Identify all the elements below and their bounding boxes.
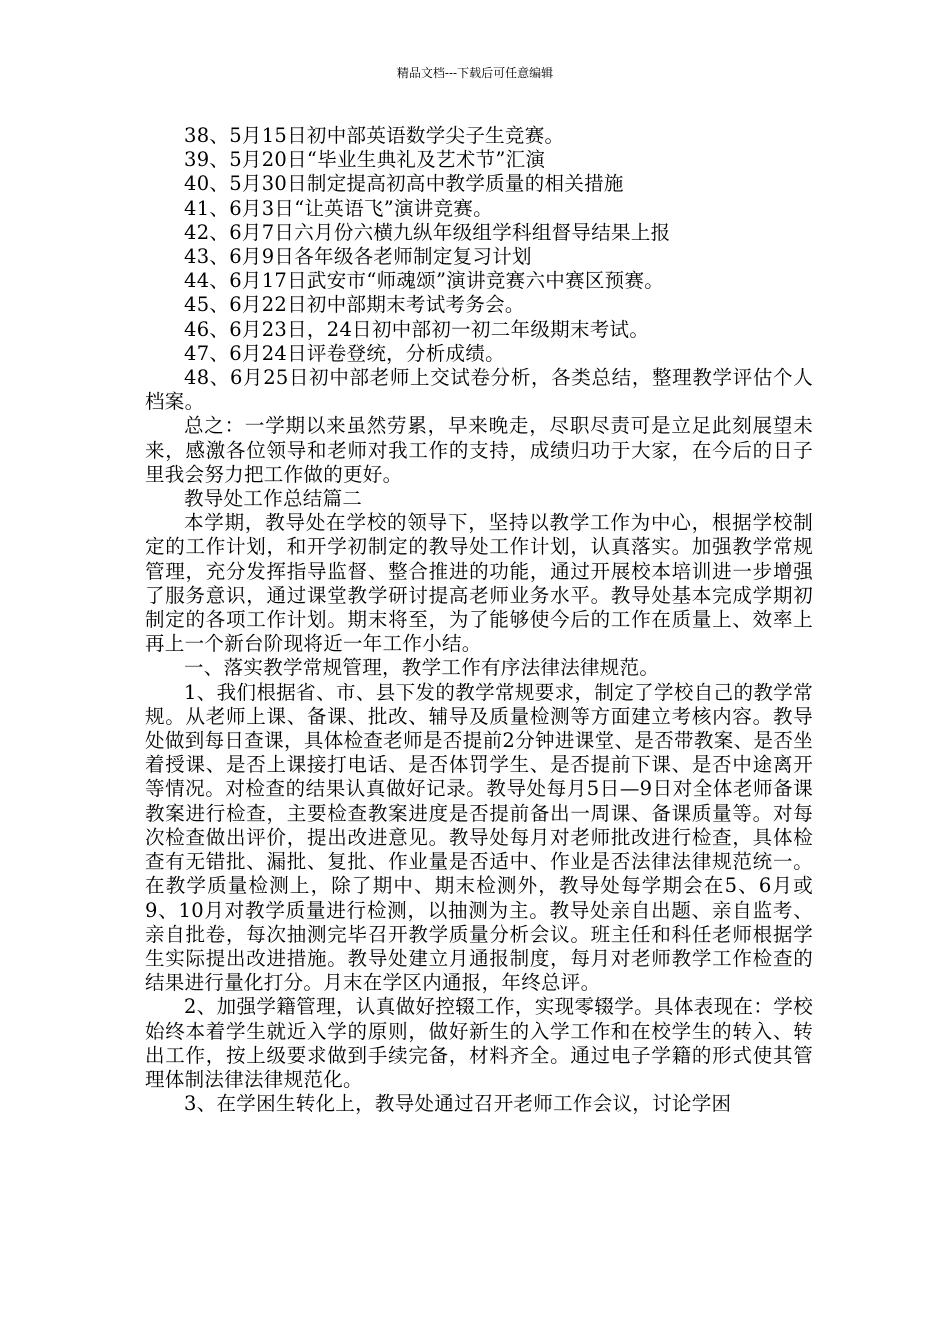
section-title: 教导处工作总结篇二	[184, 487, 363, 511]
paragraph-item-43: 43、6月9日各年级各老师制定复习计划	[184, 245, 532, 269]
paragraph-item-38: 38、5月15日初中部英语数学尖子生竞赛。	[184, 124, 565, 147]
paragraph-item-46: 46、6月23日，24日初中部初一初二年级期末考试。	[184, 317, 650, 341]
paragraph-item-41: 41、6月3日“让英语飞”演讲竞赛。	[184, 196, 493, 220]
page-header: 精品文档---下载后可任意编辑	[396, 66, 554, 80]
paragraph-item-45: 45、6月22日初中部期末考试考务会。	[184, 293, 525, 317]
section-heading-1: 一、落实教学常规管理，教学工作有序法律法律规范。	[184, 656, 660, 680]
paragraph-item-48: 48、6月25日初中部老师上交试卷分析，各类总结，整理教学评估个人档案。	[145, 366, 813, 414]
paragraph-summary: 总之：一学期以来虽然劳累，早来晚走，尽职尽责可是立足此刻展望未来，感激各位领导和老师对我工作的支持，成绩归功于大家，在今后的日子里我会努力把工作做的更好。	[145, 414, 813, 486]
paragraph-point-3: 3、在学困生转化上，教导处通过召开老师工作会议，讨论学困	[184, 1092, 732, 1116]
paragraph-point-2: 2、加强学籍管理，认真做好控辍工作，实现零辍学。具体表现在：学校始终本着学生就近入学的原则，做好新生的入学工作和在校学生的转入、转出工作，按上级要求做到手续完备，材料齐全。通过电子学籍的形式使其管理体制法律法律规范化。	[145, 995, 813, 1091]
document-body	[145, 124, 813, 1116]
paragraph-item-40: 40、5月30日制定提高初高中教学质量的相关措施	[184, 172, 624, 196]
paragraph-item-39: 39、5月20日“毕业生典礼及艺术节”汇演	[184, 148, 546, 172]
paragraph-item-42: 42、6月7日六月份六横九纵年级组学科组督导结果上报	[184, 220, 671, 244]
paragraph-intro: 本学期，教导处在学校的领导下，坚持以教学工作为中心，根据学校制定的工作计划，和开学初制定的教导处工作计划，认真落实。加强教学常规管理，充分发挥指导监督、整合推进的功能，通过开展校本培训进一步增强了服务意识，通过课堂教学研讨提高老师业务水平。教导处基本完成学期初制定的各项工作计划。期末将至，为了能够使今后的工作在质量上、效率上再上一个新台阶现将近一年工作小结。	[145, 511, 813, 656]
paragraph-point-1: 1、我们根据省、市、县下发的教学常规要求，制定了学校自己的教学常规。从老师上课、备课、批改、辅导及质量检测等方面建立考核内容。教导处做到每日查课，具体检查老师是否提前2分钟进课堂、是否带教案、是否坐着授课、是否上课接打电话、是否体罚学生、是否提前下课、是否中途离开等情况。对检查的结果认真做好记录。教导处每月5日—9日对全体老师备课教案进行检查，主要检查教案进度是否提前备出一周课、备课质量等。对每次检查做出评价，提出改进意见。教导处每月对老师批改进行检查，具体检查有无错批、漏批、复批、作业量是否适中、作业是否法律法律规范统一。在教学质量检测上，除了期中、期末检测外，教导处每学期会在5、6月或9、10月对教学质量进行检测，以抽测为主。教导处亲自出题、亲自监考、亲自批卷，每次抽测完毕召开教学质量分析会议。班主任和科任老师根据学生实际提出改进措施。教导处建立月通报制度，每月对老师教学工作检查的结果进行量化打分。月末在学区内通报，年终总评。	[145, 680, 813, 995]
paragraph-item-47: 47、6月24日评卷登统，分析成绩。	[184, 341, 505, 365]
paragraph-item-44: 44、6月17日武安市“师魂颂”演讲竞赛六中赛区预赛。	[184, 269, 665, 293]
